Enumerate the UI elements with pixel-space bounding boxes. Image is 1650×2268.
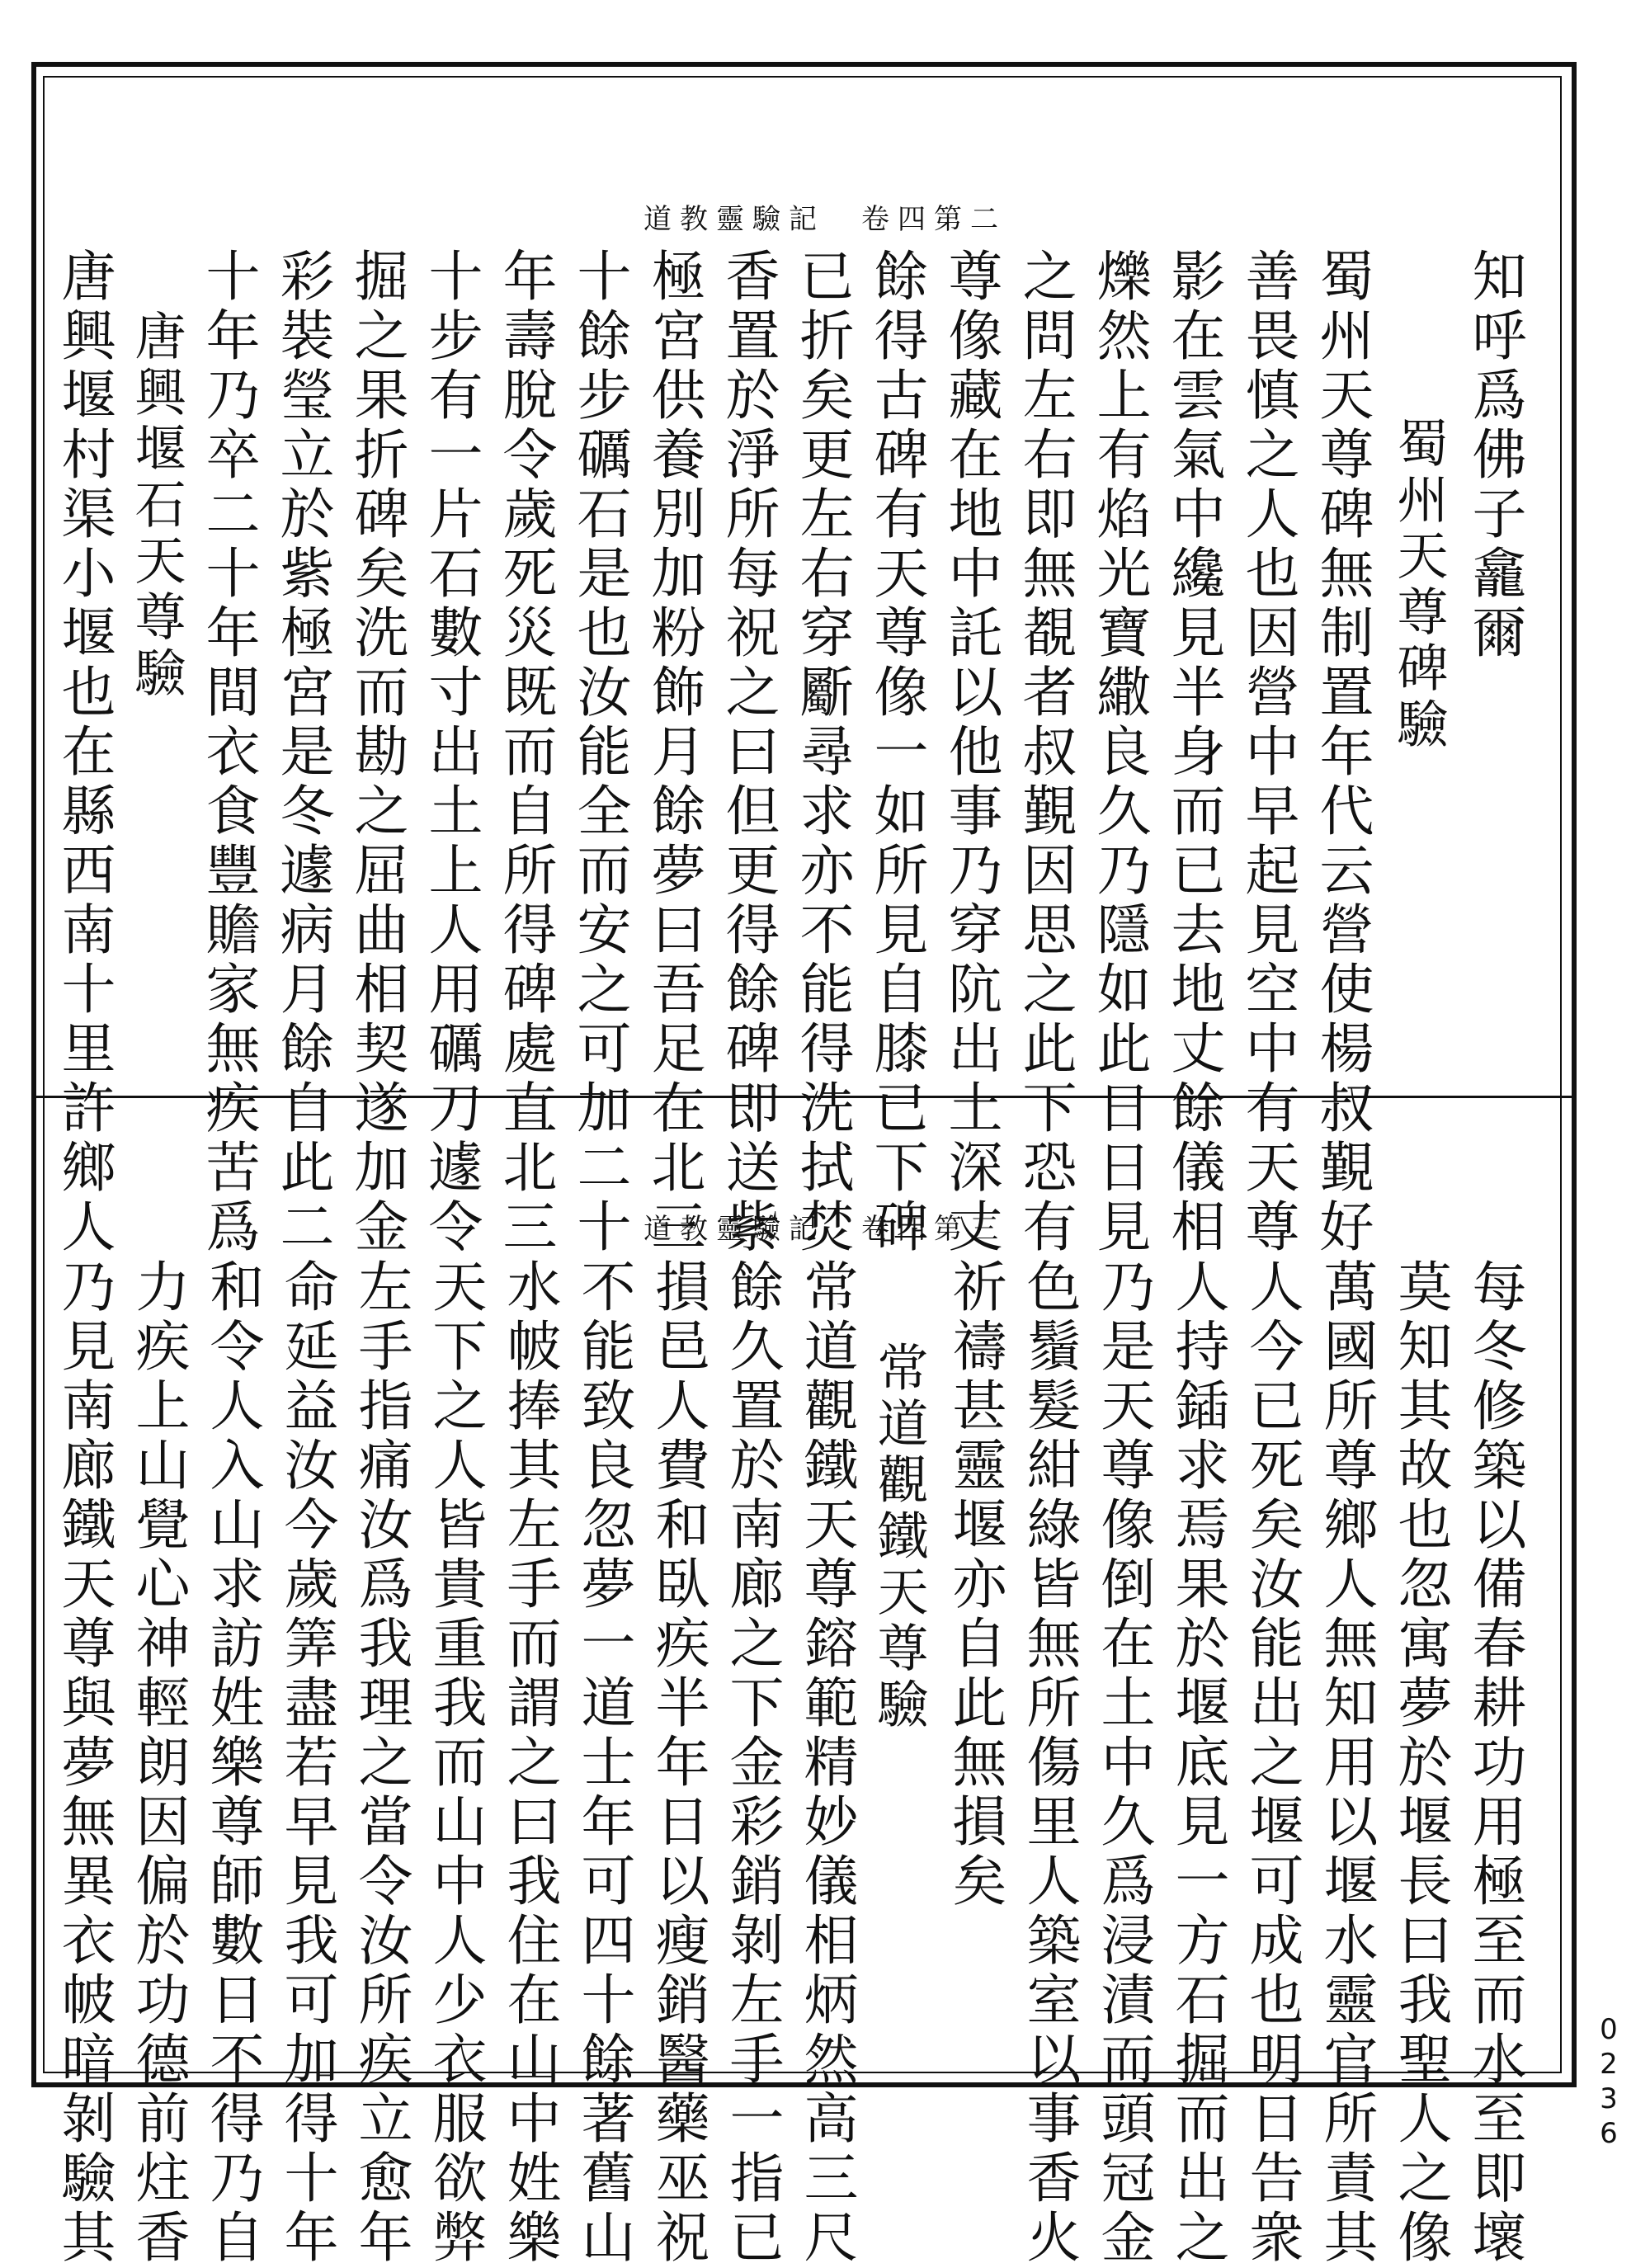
top-column: 十餘步礪石是也汝能全而安之可加二十 xyxy=(568,248,631,1257)
bottom-column: 祈禱甚靈堰亦自此無損矣 xyxy=(943,1258,1006,1912)
top-column: 唐興堰村渠小堰也在縣西南十里許鄉人 xyxy=(52,248,116,1257)
top-heading: 唐興堰石天尊驗 xyxy=(126,309,186,702)
bottom-column: 人今已死矣汝能出之堰可成也明日告衆 xyxy=(1240,1258,1304,2268)
top-heading: 蜀州天尊碑驗 xyxy=(1388,417,1449,753)
bottom-column: 水帔捧其左手而謂之曰我住在山中姓樂 xyxy=(497,1258,561,2268)
bottom-running-header: 道教靈驗記 卷四第三 xyxy=(644,1213,1006,1246)
top-column: 掘之果折碑矣洗而勘之屈曲相契遂加金 xyxy=(345,248,408,1257)
bottom-column: 力疾上山覺心神輕朗因偏於功德前炷香 xyxy=(126,1258,190,2268)
bottom-column: 命延益汝今歲筭盡若早見我可加得十年 xyxy=(275,1258,338,2268)
top-column: 年壽脫令歲死災既而自所得碑處直北三 xyxy=(493,248,557,1257)
top-column: 極宮供養別加粉飾月餘夢曰吾足在北三 xyxy=(642,248,705,1257)
bottom-column: 每冬修築以備春耕功用極至而水至即壞 xyxy=(1463,1258,1526,2268)
bottom-column: 人持鍤求焉果於堰底見一方石掘而出之 xyxy=(1166,1258,1229,2268)
bottom-column: 損邑人費和臥疾半年日以瘦銷醫藥巫祝 xyxy=(646,1258,710,2268)
bottom-column: 乃見南廊鐵天尊與夢無異衣帔暗剝驗其 xyxy=(52,1258,116,2268)
top-column: 蜀州天尊碑無制置年代云營使楊叔覲好 xyxy=(1310,248,1374,1257)
top-column: 已折矣更左右穿斸尋求亦不能得洗拭焚 xyxy=(790,248,854,1257)
bottom-column: 餘久置於南廊之下金彩銷剝左手一指已 xyxy=(720,1258,784,2268)
top-column: 之問左右即無覩者叔覲因思之此下恐有 xyxy=(1013,248,1077,1257)
bottom-column: 萬國所尊鄉人無知用以堰水靈官所責其 xyxy=(1314,1258,1378,2268)
top-running-header: 道教靈驗記 卷四第二 xyxy=(644,203,1006,236)
top-column: 爍然上有焰光寶繖良久乃隱如此日日見 xyxy=(1087,248,1151,1257)
bottom-column: 莫知其故也忽寓夢於堰長曰我聖人之像 xyxy=(1388,1258,1452,2268)
page-number: 0236 xyxy=(1592,2013,1625,2152)
bottom-column: 乃是天尊像倒在土中久爲浸漬而頭冠金 xyxy=(1091,1258,1155,2268)
top-column: 十步有一片石數寸出土上人用礪刀遽令 xyxy=(419,248,483,1257)
bottom-column: 和令人入山求訪姓樂尊師數日不得乃自 xyxy=(200,1258,264,2268)
top-column: 十年乃卒二十年間衣食豐贍家無疾苦爲 xyxy=(196,248,260,1257)
bottom-column: 常道觀鐵天尊鎔範精妙儀相炳然高三尺 xyxy=(794,1258,858,2268)
bottom-column: 色鬚髮紺綠皆無所傷里人築室以事香火 xyxy=(1017,1258,1081,2268)
top-column: 彩裝瑩立於紫極宮是冬遽病月餘自此二 xyxy=(271,248,334,1257)
top-column: 香置於淨所每祝之曰但更得餘碑即送紫 xyxy=(716,248,780,1257)
top-column: 知呼爲佛子龕爾 xyxy=(1463,248,1526,663)
bottom-column: 不能致良忽夢一道士年可四十餘著舊山 xyxy=(572,1258,635,2268)
top-column: 善畏慎之人也因營中早起見空中有天尊 xyxy=(1236,248,1299,1257)
bottom-column: 左手指痛汝爲我理之當令汝所疾立愈年 xyxy=(349,1258,412,2268)
bottom-column: 天下之人皆貴重我而山中人少衣服欲弊 xyxy=(423,1258,487,2268)
top-column: 尊像藏在地中託以他事乃穿阬出土深丈 xyxy=(939,248,1002,1257)
top-column: 影在雲氣中纔見半身而已去地丈餘儀相 xyxy=(1162,248,1225,1257)
bottom-heading: 常道觀鐵天尊驗 xyxy=(869,1341,929,1733)
top-column: 餘得古碑有天尊像一如所見自膝已下碑 xyxy=(865,248,928,1257)
